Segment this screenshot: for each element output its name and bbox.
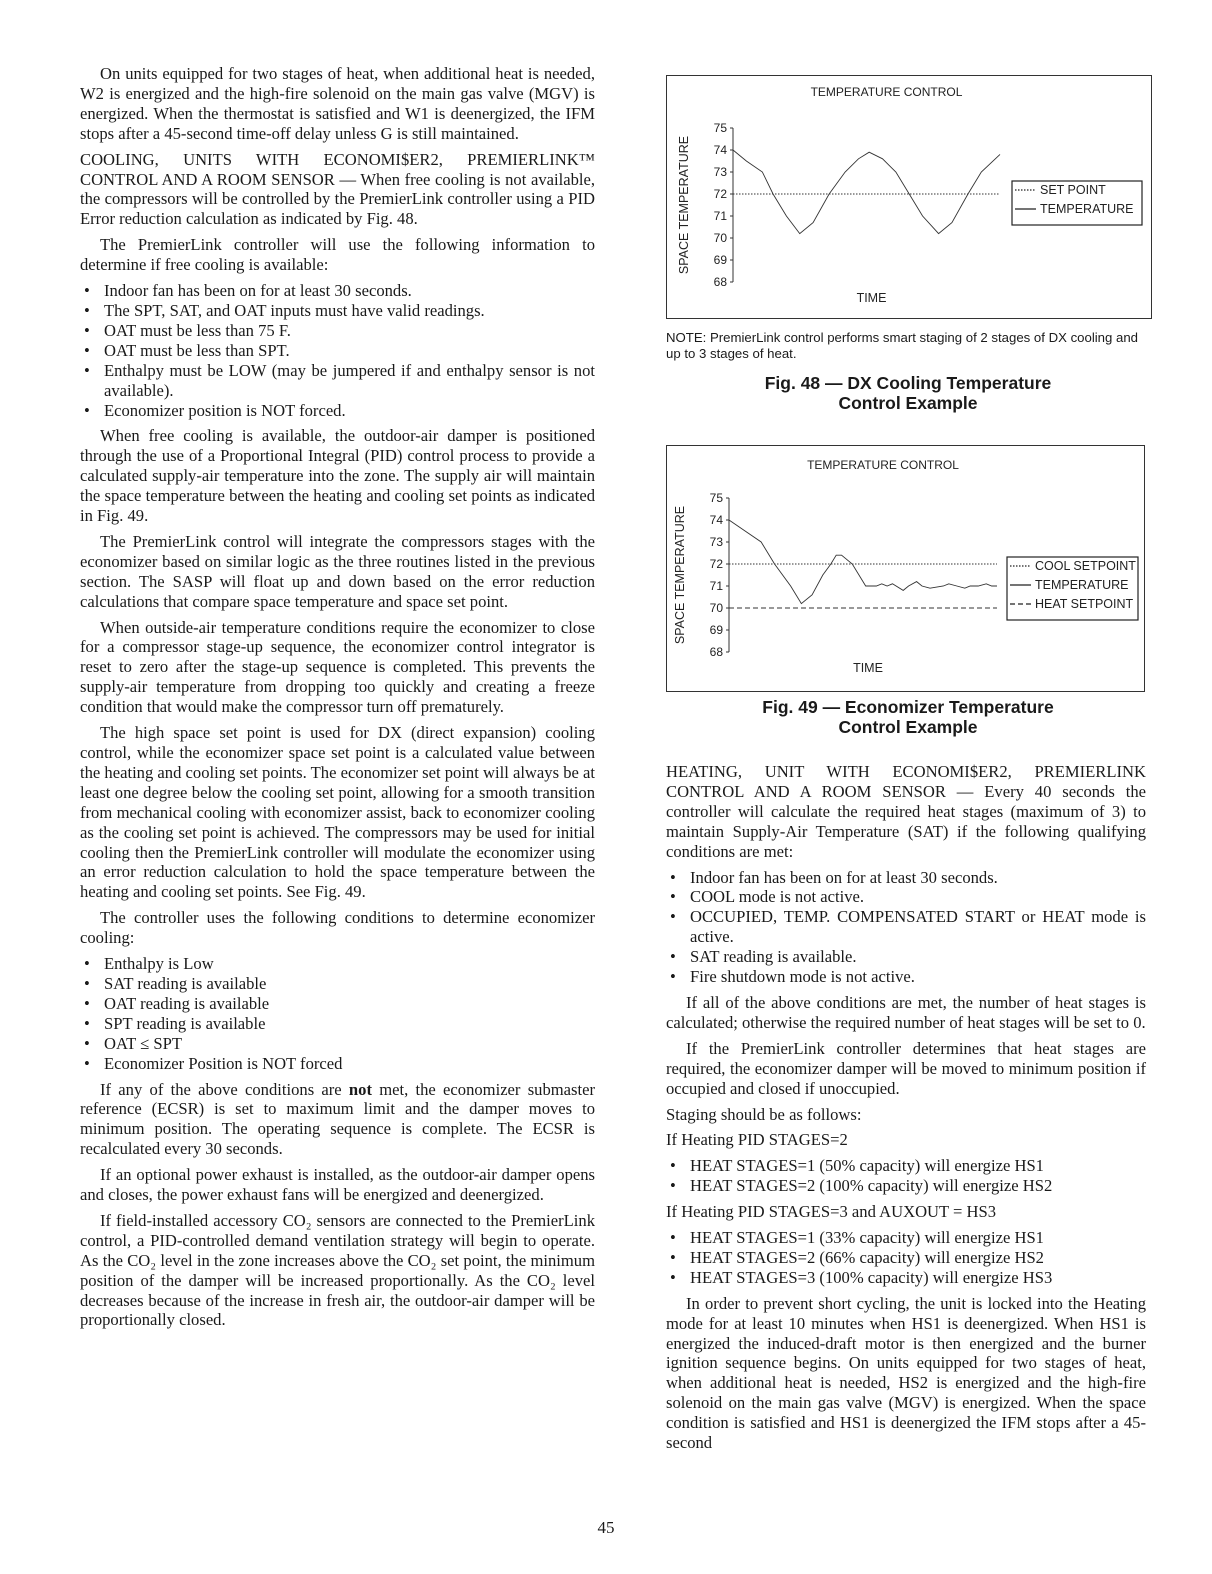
paragraph: When free cooling is available, the outdoor-air damper is positioned through the use of a Proportional Integral (PID) control process to provide a calculated supply-air temperature into the zone. The supply air will maintain the space temperature between the heating and cooling set points as indicated in Fig. 49. [80,426,595,526]
y-axis-label: SPACE TEMPERATURE [673,505,687,645]
list-item: • Enthalpy is Low [80,954,595,974]
paragraph: On units equipped for two stages of heat, when additional heat is needed, W2 is energized and the high-fire solenoid on the main gas valve (MGV) is energized. When the thermostat is satisfied and W1 is deenergized, the IFM stops after a 45-second time-off delay unless G is still maintained. [80,64,595,143]
list-item: • HEAT STAGES=1 (33% capacity) will energize HS1 [666,1228,1146,1248]
y-tick-label: 74 [709,513,723,527]
y-axis-label: SPACE TEMPERATURE [677,135,691,275]
paragraph: If the PremierLink controller determines that heat stages are required, the economizer damper will be moved to minimum position if occupied and closed if unoccupied. [666,1038,1146,1098]
emphasis: not [348,1079,372,1099]
list-item: • SAT reading is available. [666,947,1146,967]
free-cooling-conditions-list [80,281,595,420]
list-item: • Economizer Position is NOT forced [80,1054,595,1074]
y-tick-label: 73 [713,165,727,179]
list-item: • OAT must be less than 75 F. [80,321,595,341]
paragraph: The PremierLink controller will use the following information to determine if free cooling is available: [80,235,595,275]
y-tick-label: 72 [709,557,723,571]
y-tick-label: 72 [713,187,727,201]
y-tick-label: 69 [713,253,727,267]
series-line-temperature [733,150,1000,234]
list-item: • HEAT STAGES=3 (100% capacity) will energize HS3 [666,1268,1146,1288]
paragraph: If field-installed accessory CO₂ sensors are connected to the PremierLink control, a PID-controlled demand ventilation strategy will begin to operate. As the CO₂ level in the zone increases above the CO₂ set point, the minimum position of the damper will be increased proportionally. As the CO₂ level decreases because of the increase in fresh air, the outdoor-air damper will be proportionally closed. [80,1210,595,1330]
chart-title: TEMPERATURE CONTROL [810,85,963,99]
paragraph: In order to prevent short cycling, the unit is locked into the Heating mode for at least 10 minutes when HS1 is deenergized. When HS1 is energized the induced-draft motor is then energized and the burner ignition sequence begins. On units equipped for two stages of heat, when additional heat is needed, HS2 is energized and the high-fire solenoid on the main gas valve (MGV) is energized. When the space condition is satisfied and HS1 is deenergized the IFM stops after a 45-second [666,1293,1146,1453]
paragraph: If an optional power exhaust is installed, as the outdoor-air damper opens and closes, the power exhaust fans will be energized and deenergized. [80,1165,595,1205]
list-item: • The SPT, SAT, and OAT inputs must have valid readings. [80,301,595,321]
y-tick-label: 71 [713,209,727,223]
heating-conditions-list [666,868,1146,987]
chart-svg [667,76,1151,318]
staging-list-2 [666,1156,1146,1196]
paragraph [80,1080,595,1160]
series-line-temperature [729,520,997,604]
left-column [80,64,595,1336]
y-tick-label: 71 [709,579,723,593]
legend-label: TEMPERATURE [1040,202,1134,216]
staging-list-3 [666,1228,1146,1288]
y-tick-label: 70 [713,231,727,245]
list-item: • Indoor fan has been on for at least 30 seconds. [80,281,595,301]
paragraph: The controller uses the following conditions to determine economizer cooling: [80,908,595,948]
list-item: • Fire shutdown mode is not active. [666,967,1146,987]
list-item: • HEAT STAGES=1 (50% capacity) will energize HS1 [666,1156,1146,1176]
list-item: • SPT reading is available [80,1014,595,1034]
text: If any of the above conditions are [100,1079,349,1099]
section-heading-heating: HEATING, UNIT WITH ECONOMI$ER2, PREMIERLINK CONTROL AND A ROOM SENSOR — Every 40 seconds the controller will calculate the required heat stages (maximum of 3) to maintain Supply-Air Temperature (SAT) if the following qualifying conditions are met: [666,762,1146,861]
y-tick-label: 69 [709,623,723,637]
list-item: • Economizer position is NOT forced. [80,401,595,421]
paragraph: Staging should be as follows: [666,1104,862,1124]
x-axis-label: TIME [853,661,883,675]
x-axis-label: TIME [856,291,887,305]
paragraph: When outside-air temperature conditions require the economizer to close for a compressor stage-up sequence, the economizer control integrator is reset to zero after the stage-up sequence is completed. This prevents the supply-air temperature from dropping too quickly and creating a freeze condition that would make the compressor turn off prematurely. [80,617,595,717]
list-item: • OAT must be less than SPT. [80,341,595,361]
figure-note: NOTE: PremierLink control performs smart staging of 2 stages of DX cooling and up to 3 stages of heat. [666,330,1139,361]
caption-line: Control Example [838,717,978,737]
legend-label: SET POINT [1040,183,1106,197]
list-item: • OCCUPIED, TEMP. COMPENSATED START or HEAT mode is active. [666,907,1146,947]
list-item: • HEAT STAGES=2 (100% capacity) will energize HS2 [666,1176,1146,1196]
list-item: • COOL mode is not active. [666,887,1146,907]
paragraph: If Heating PID STAGES=2 [666,1130,848,1150]
right-column [666,762,1146,1459]
y-tick-label: 75 [709,491,723,505]
caption-line: Fig. 48 — DX Cooling Temperature [764,373,1052,393]
paragraph: If Heating PID STAGES=3 and AUXOUT = HS3 [666,1202,997,1222]
figure-48-caption [666,373,1150,413]
chart-svg [667,446,1144,691]
figure-49-caption [666,697,1150,737]
figure-49-chart [666,445,1145,692]
chart-title: TEMPERATURE CONTROL [807,458,959,472]
list-item: • SAT reading is available [80,974,595,994]
section-heading-cooling: COOLING, UNITS WITH ECONOMI$ER2, PREMIERLINK™ CONTROL AND A ROOM SENSOR — When free cooling is not available, the compressors will be controlled by the PremierLink controller using a PID Error reduction calculation as indicated by Fig. 48. [80,149,595,229]
list-item: • HEAT STAGES=2 (66% capacity) will energize HS2 [666,1248,1146,1268]
page-number: 45 [597,1518,615,1537]
paragraph: The high space set point is used for DX (direct expansion) cooling control, while the economizer space set point is a calculated value between the heating and cooling set points. The economizer set point will always be at least one degree below the cooling set point, allowing for a smooth transition from mechanical cooling with economizer assist, back to economizer cooling as the cooling set point is achieved. The compressors may be used for initial cooling then the PremierLink controller will modulate the economizer using an error reduction calculation to hold the space temperature between the heating and cooling set points. See Fig. 49. [80,723,595,902]
y-tick-label: 74 [713,143,727,157]
y-tick-label: 68 [713,275,727,289]
caption-line: Fig. 49 — Economizer Temperature [762,697,1054,717]
y-tick-label: 70 [709,601,723,615]
paragraph: If all of the above conditions are met, the number of heat stages is calculated; otherwise the required number of heat stages will be set to 0. [666,992,1146,1032]
y-tick-label: 73 [709,535,723,549]
economizer-conditions-list [80,954,595,1073]
text: met, the economizer submaster reference (ECSR) is set to maximum limit and the damper moves to minimum position. The operating sequence is complete. The ECSR is recalculated every 30 seconds. [80,1079,595,1159]
legend-label: COOL SETPOINT [1035,559,1136,573]
list-item: • Indoor fan has been on for at least 30 seconds. [666,868,1146,888]
caption-line: Control Example [838,393,978,413]
list-item: • OAT ≤ SPT [80,1034,595,1054]
figure-48-chart [666,75,1152,319]
paragraph: The PremierLink control will integrate the compressors stages with the economizer based on similar logic as the three routines listed in the previous section. The SASP will float up and down based on the error reduction calculations that compare space temperature and space set point. [80,531,595,611]
list-item: • Enthalpy must be LOW (may be jumpered if and enthalpy sensor is not available). [80,361,595,401]
list-item: • OAT reading is available [80,994,595,1014]
legend-label: TEMPERATURE [1035,578,1129,592]
y-tick-label: 68 [709,645,723,659]
y-tick-label: 75 [713,121,727,135]
legend-label: HEAT SETPOINT [1035,597,1134,611]
